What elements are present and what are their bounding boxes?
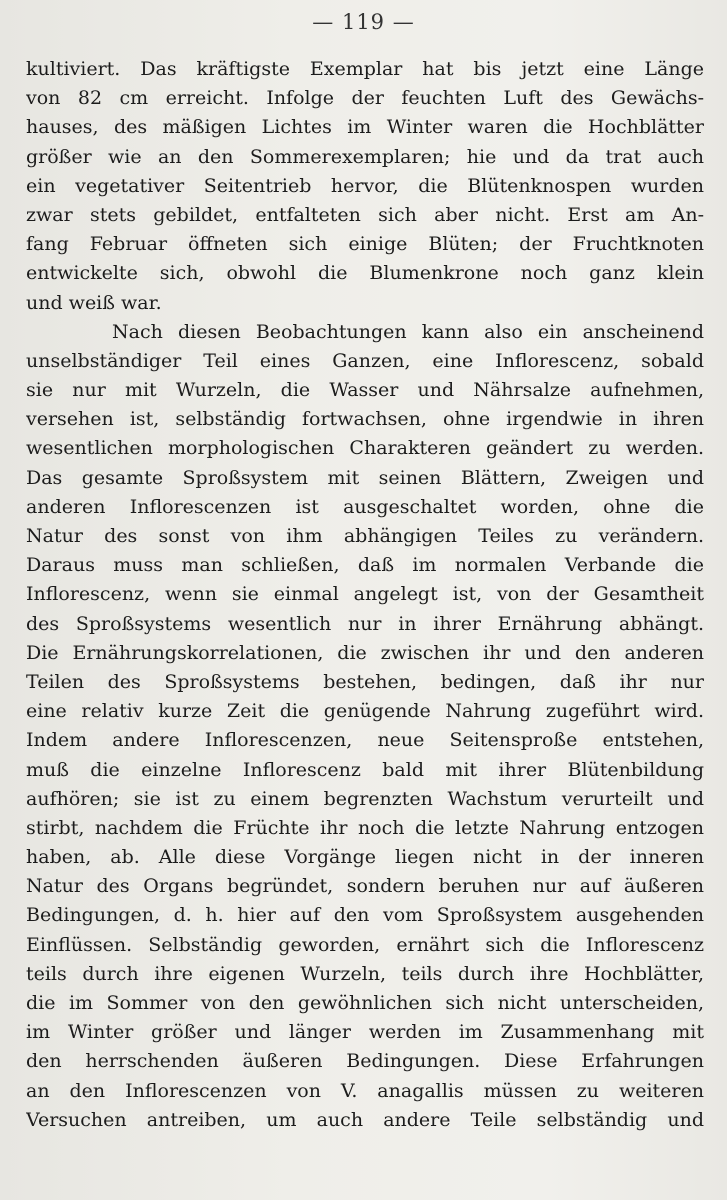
text-line: und weiß war.: [26, 291, 162, 314]
text-line: Versuchen antreiben, um auch andere Teile selbständig und: [26, 1108, 704, 1131]
text-line: Einflüssen. Selbständig geworden, ernährt sich die Inflorescenz: [26, 933, 704, 956]
paragraph-2: [26, 318, 704, 1135]
text-line: Die Ernährungskorrelationen, die zwischen ihr und den anderen: [26, 641, 704, 664]
text-line: an den Inflorescenzen von V. anagallis müssen zu weiteren: [26, 1079, 704, 1102]
text-line: im Winter größer und länger werden im Zusammenhang mit: [26, 1021, 704, 1044]
text-line: Inflorescenz, wenn sie einmal angelegt ist, von der Gesamtheit: [26, 583, 704, 606]
text-line: hauses, des mäßigen Lichtes im Winter waren die Hochblätter: [26, 116, 704, 139]
text-line: wesentlichen morphologischen Charakteren geändert zu werden.: [26, 437, 704, 460]
text-line: aufhören; sie ist zu einem begrenzten Wachstum verurteilt und: [26, 787, 704, 810]
text-line: teils durch ihre eigenen Wurzeln, teils durch ihre Hochblätter,: [26, 962, 704, 985]
text-line: Teilen des Sproßsystems bestehen, bedingen, daß ihr nur: [26, 670, 704, 693]
page-number: — 119 —: [312, 10, 415, 34]
text-line: ein vegetativer Seitentrieb hervor, die Blütenknospen wurden: [26, 174, 704, 197]
text-line: anderen Inflorescenzen ist ausgeschaltet worden, ohne die: [26, 495, 704, 518]
text-line: Natur des sonst von ihm abhängigen Teiles zu verändern.: [26, 525, 704, 547]
text-line: zwar stets gebildet, entfalteten sich aber nicht. Erst am An-: [26, 203, 704, 226]
text-line: größer wie an den Sommerexemplaren; hie und da trat auch: [26, 145, 704, 168]
text-line: sie nur mit Wurzeln, die Wasser und Nährsalze aufnehmen,: [26, 379, 704, 402]
text-line: Daraus muss man schließen, daß im normalen Verbande die: [26, 554, 704, 577]
text-line: Das gesamte Sproßsystem mit seinen Blättern, Zweigen und: [26, 466, 704, 489]
text-line: die im Sommer von den gewöhnlichen sich nicht unterscheiden,: [26, 992, 704, 1014]
text-line: entwickelte sich, obwohl die Blumenkrone noch ganz klein: [26, 262, 704, 285]
text-line: unselbständiger Teil eines Ganzen, eine Inflorescenz, sobald: [26, 349, 704, 372]
text-line: kultiviert. Das kräftigste Exemplar hat bis jetzt eine Länge: [26, 58, 704, 80]
text-line: Bedingungen, d. h. hier auf den vom Sproßsystem ausgehenden: [26, 904, 704, 927]
text-line: von 82 cm erreicht. Infolge der feuchten Luft des Gewächs-: [26, 87, 704, 110]
text-line: des Sproßsystems wesentlich nur in ihrer Ernährung abhängt.: [26, 612, 704, 635]
text-line: Indem andere Inflorescenzen, neue Seitensproße entstehen,: [26, 729, 704, 752]
text-line: den herrschenden äußeren Bedingungen. Diese Erfahrungen: [26, 1050, 704, 1073]
text-line: stirbt, nachdem die Früchte ihr noch die letzte Nahrung entzogen: [26, 816, 704, 839]
text-line: fang Februar öffneten sich einige Blüten; der Fruchtknoten: [26, 233, 704, 256]
body-text: [26, 55, 704, 1135]
text-line: eine relativ kurze Zeit die genügende Nahrung zugeführt wird.: [26, 700, 704, 723]
text-line: Natur des Organs begründet, sondern beruhen nur auf äußeren: [26, 875, 704, 898]
text-line: Nach diesen Beobachtungen kann also ein anscheinend: [112, 320, 704, 343]
text-line: haben, ab. Alle diese Vorgänge liegen nicht in der inneren: [26, 846, 704, 869]
text-line: versehen ist, selbständig fortwachsen, ohne irgendwie in ihren: [26, 408, 704, 431]
paragraph-1: [26, 55, 704, 318]
text-line: muß die einzelne Inflorescenz bald mit ihrer Blütenbildung: [26, 758, 704, 781]
